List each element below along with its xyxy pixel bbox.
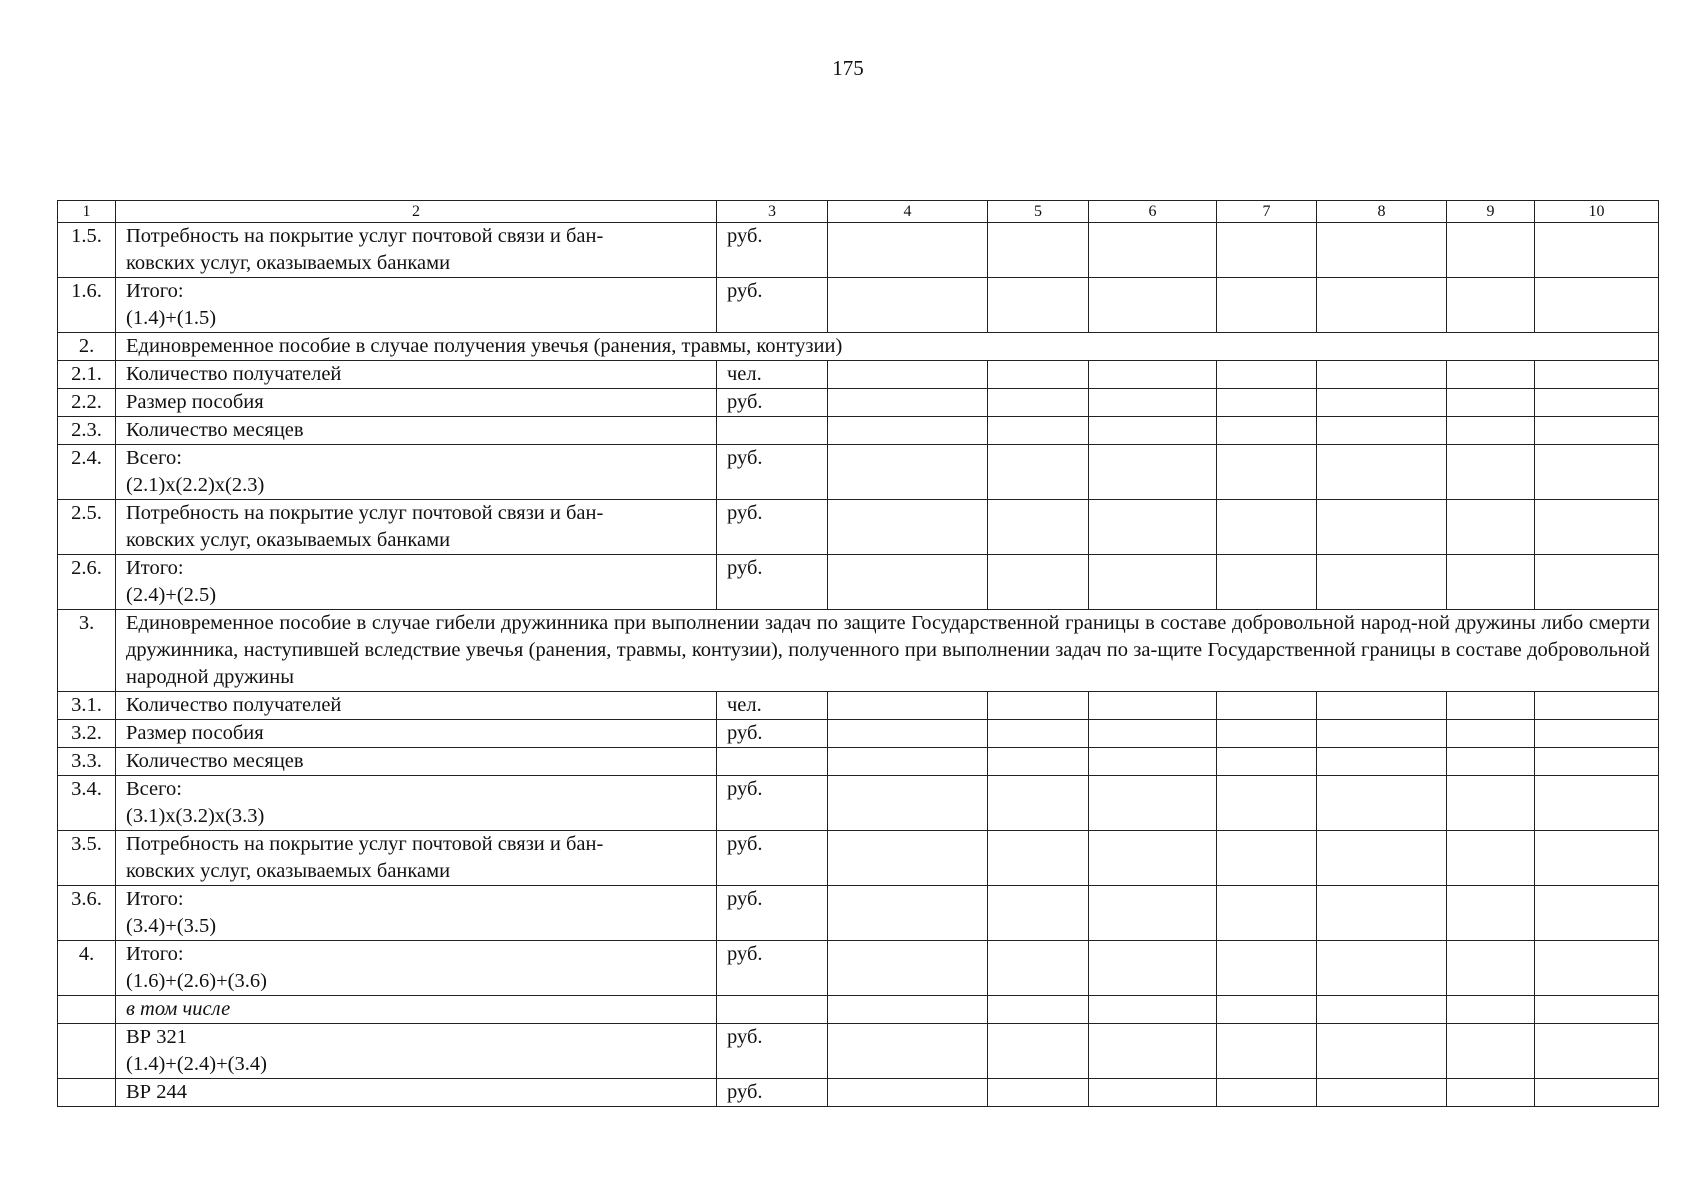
description-line: Итого: [126, 280, 184, 302]
value-cell-col-4 [828, 223, 988, 278]
value-cell-col-5 [988, 389, 1089, 417]
description-line: Потребность на покрытие услуг почтовой связи и бан- [126, 502, 604, 524]
value-cell-col-7 [1217, 941, 1317, 996]
table-row [58, 389, 1659, 417]
unit-cell: руб. [717, 1024, 828, 1079]
unit-cell: чел. [717, 361, 828, 389]
value-cell-col-5 [988, 555, 1089, 610]
value-cell-col-8 [1317, 748, 1447, 776]
value-cell-col-5 [988, 500, 1089, 555]
description-line: Всего: [126, 778, 182, 800]
table-row [58, 692, 1659, 720]
row-description [116, 692, 717, 720]
value-cell-col-5 [988, 223, 1089, 278]
row-description [116, 886, 717, 941]
value-cell-col-4 [828, 500, 988, 555]
table-row [58, 278, 1659, 333]
value-cell-col-4 [828, 941, 988, 996]
row-number: 3.3. [58, 748, 116, 776]
row-number: 3.6. [58, 886, 116, 941]
column-header: 1 [58, 201, 116, 223]
value-cell-col-5 [988, 445, 1089, 500]
table-row [58, 776, 1659, 831]
table-row [58, 500, 1659, 555]
row-description [116, 361, 717, 389]
unit-cell [717, 748, 828, 776]
value-cell-col-10 [1535, 223, 1659, 278]
value-cell-col-6 [1089, 1024, 1217, 1079]
value-cell-col-4 [828, 445, 988, 500]
column-header: 6 [1089, 201, 1217, 223]
description-line: Количество получателей [126, 694, 342, 716]
row-description [116, 996, 717, 1024]
column-header: 5 [988, 201, 1089, 223]
column-header: 2 [116, 201, 717, 223]
value-cell-col-9 [1447, 1079, 1535, 1107]
value-cell-col-8 [1317, 720, 1447, 748]
value-cell-col-4 [828, 692, 988, 720]
value-cell-col-5 [988, 278, 1089, 333]
value-cell-col-9 [1447, 748, 1535, 776]
value-cell-col-8 [1317, 417, 1447, 445]
description-line: ВР 321 [126, 1026, 187, 1048]
value-cell-col-6 [1089, 941, 1217, 996]
table-row [58, 445, 1659, 500]
value-cell-col-9 [1447, 445, 1535, 500]
table-row [58, 886, 1659, 941]
table-row [58, 1024, 1659, 1079]
row-description [116, 445, 717, 500]
value-cell-col-6 [1089, 361, 1217, 389]
value-cell-col-4 [828, 1024, 988, 1079]
value-cell-col-9 [1447, 776, 1535, 831]
row-number: 2.1. [58, 361, 116, 389]
value-cell-col-9 [1447, 555, 1535, 610]
row-number [58, 996, 116, 1024]
row-description [116, 389, 717, 417]
column-header: 9 [1447, 201, 1535, 223]
value-cell-col-9 [1447, 500, 1535, 555]
value-cell-col-6 [1089, 776, 1217, 831]
value-cell-col-5 [988, 886, 1089, 941]
value-cell-col-6 [1089, 278, 1217, 333]
value-cell-col-6 [1089, 223, 1217, 278]
value-cell-col-10 [1535, 1024, 1659, 1079]
value-cell-col-5 [988, 692, 1089, 720]
value-cell-col-5 [988, 1024, 1089, 1079]
description-line: в том числе [126, 998, 231, 1020]
value-cell-col-7 [1217, 748, 1317, 776]
value-cell-col-9 [1447, 996, 1535, 1024]
unit-cell: руб. [717, 776, 828, 831]
section-row [58, 333, 1659, 361]
unit-cell: руб. [717, 941, 828, 996]
value-cell-col-5 [988, 831, 1089, 886]
value-cell-col-6 [1089, 692, 1217, 720]
value-cell-col-9 [1447, 720, 1535, 748]
value-cell-col-9 [1447, 941, 1535, 996]
value-cell-col-7 [1217, 361, 1317, 389]
row-number: 2.4. [58, 445, 116, 500]
value-cell-col-8 [1317, 941, 1447, 996]
row-description [116, 1024, 717, 1079]
description-line: ковских услуг, оказываемых банками [126, 529, 451, 551]
value-cell-col-6 [1089, 389, 1217, 417]
value-cell-col-7 [1217, 831, 1317, 886]
table-row [58, 1079, 1659, 1107]
value-cell-col-5 [988, 941, 1089, 996]
row-number: 2.6. [58, 555, 116, 610]
value-cell-col-10 [1535, 748, 1659, 776]
value-cell-col-6 [1089, 500, 1217, 555]
row-number: 2.5. [58, 500, 116, 555]
value-cell-col-9 [1447, 417, 1535, 445]
value-cell-col-5 [988, 996, 1089, 1024]
value-cell-col-9 [1447, 831, 1535, 886]
value-cell-col-7 [1217, 1079, 1317, 1107]
value-cell-col-6 [1089, 1079, 1217, 1107]
unit-cell: руб. [717, 1079, 828, 1107]
value-cell-col-10 [1535, 278, 1659, 333]
value-cell-col-8 [1317, 555, 1447, 610]
value-cell-col-8 [1317, 1024, 1447, 1079]
value-cell-col-7 [1217, 1024, 1317, 1079]
section-row [58, 610, 1659, 692]
row-description [116, 720, 717, 748]
value-cell-col-7 [1217, 278, 1317, 333]
description-line: ковских услуг, оказываемых банками [126, 252, 451, 274]
row-number: 3.5. [58, 831, 116, 886]
value-cell-col-5 [988, 361, 1089, 389]
row-description [116, 831, 717, 886]
value-cell-col-6 [1089, 417, 1217, 445]
value-cell-col-7 [1217, 720, 1317, 748]
unit-cell: руб. [717, 445, 828, 500]
table-row [58, 417, 1659, 445]
table-row [58, 720, 1659, 748]
description-line: (3.1)x(3.2)x(3.3) [126, 805, 265, 827]
table-row [58, 555, 1659, 610]
description-line: (1.6)+(2.6)+(3.6) [126, 970, 267, 992]
value-cell-col-4 [828, 389, 988, 417]
row-number: 4. [58, 941, 116, 996]
row-number: 2.3. [58, 417, 116, 445]
value-cell-col-4 [828, 748, 988, 776]
description-line: Количество месяцев [126, 750, 304, 772]
budget-table [57, 200, 1659, 1107]
row-number [58, 1079, 116, 1107]
row-description [116, 278, 717, 333]
value-cell-col-5 [988, 417, 1089, 445]
value-cell-col-4 [828, 417, 988, 445]
row-number: 2. [58, 333, 116, 361]
value-cell-col-10 [1535, 692, 1659, 720]
value-cell-col-4 [828, 1079, 988, 1107]
value-cell-col-7 [1217, 692, 1317, 720]
description-line: Количество месяцев [126, 419, 304, 441]
value-cell-col-10 [1535, 996, 1659, 1024]
value-cell-col-6 [1089, 996, 1217, 1024]
table-row [58, 361, 1659, 389]
row-number: 3. [58, 610, 116, 692]
column-header: 3 [717, 201, 828, 223]
row-description [116, 223, 717, 278]
unit-cell [717, 996, 828, 1024]
description-line: Итого: [126, 557, 184, 579]
value-cell-col-7 [1217, 417, 1317, 445]
value-cell-col-6 [1089, 748, 1217, 776]
value-cell-col-8 [1317, 831, 1447, 886]
value-cell-col-4 [828, 361, 988, 389]
row-number: 1.6. [58, 278, 116, 333]
unit-cell [717, 417, 828, 445]
value-cell-col-7 [1217, 500, 1317, 555]
value-cell-col-8 [1317, 389, 1447, 417]
value-cell-col-10 [1535, 361, 1659, 389]
value-cell-col-8 [1317, 692, 1447, 720]
section-title: Единовременное пособие в случае гибели дружинника при выполнении задач по защите Государственной границы в составе добровольной народ-ной дружины либо смерти дружинника, наступившей вследствие увечья (ранения, травмы, контузии), полученного при выполнении задач по за-щите Государственной границы в составе добровольной народной дружины [116, 610, 1659, 692]
row-number [58, 1024, 116, 1079]
description-line: Размер пособия [126, 391, 264, 413]
description-line: Количество получателей [126, 363, 342, 385]
unit-cell: руб. [717, 278, 828, 333]
value-cell-col-4 [828, 555, 988, 610]
row-description [116, 555, 717, 610]
value-cell-col-6 [1089, 831, 1217, 886]
value-cell-col-9 [1447, 1024, 1535, 1079]
description-line: Всего: [126, 447, 182, 469]
value-cell-col-7 [1217, 776, 1317, 831]
section-title: Единовременное пособие в случае получения увечья (ранения, травмы, контузии) [116, 333, 1659, 361]
value-cell-col-8 [1317, 500, 1447, 555]
value-cell-col-8 [1317, 886, 1447, 941]
description-line: Потребность на покрытие услуг почтовой связи и бан- [126, 225, 604, 247]
description-line: Итого: [126, 888, 184, 910]
value-cell-col-5 [988, 1079, 1089, 1107]
row-number: 3.2. [58, 720, 116, 748]
unit-cell: руб. [717, 831, 828, 886]
description-line: (3.4)+(3.5) [126, 915, 217, 937]
table-row [58, 831, 1659, 886]
value-cell-col-4 [828, 996, 988, 1024]
value-cell-col-7 [1217, 886, 1317, 941]
value-cell-col-6 [1089, 720, 1217, 748]
description-line: (2.1)x(2.2)x(2.3) [126, 474, 265, 496]
value-cell-col-9 [1447, 692, 1535, 720]
unit-cell: руб. [717, 886, 828, 941]
value-cell-col-10 [1535, 720, 1659, 748]
unit-cell: руб. [717, 555, 828, 610]
table-row [58, 996, 1659, 1024]
value-cell-col-7 [1217, 555, 1317, 610]
value-cell-col-4 [828, 720, 988, 748]
value-cell-col-10 [1535, 1079, 1659, 1107]
value-cell-col-9 [1447, 361, 1535, 389]
value-cell-col-8 [1317, 996, 1447, 1024]
page-number: 175 [832, 56, 864, 80]
value-cell-col-7 [1217, 996, 1317, 1024]
value-cell-col-7 [1217, 223, 1317, 278]
value-cell-col-10 [1535, 445, 1659, 500]
row-number: 2.2. [58, 389, 116, 417]
value-cell-col-7 [1217, 445, 1317, 500]
unit-cell: руб. [717, 720, 828, 748]
row-number: 1.5. [58, 223, 116, 278]
value-cell-col-9 [1447, 886, 1535, 941]
value-cell-col-6 [1089, 886, 1217, 941]
unit-cell: руб. [717, 389, 828, 417]
value-cell-col-6 [1089, 555, 1217, 610]
value-cell-col-10 [1535, 886, 1659, 941]
description-line: ВР 244 [126, 1081, 187, 1103]
value-cell-col-5 [988, 748, 1089, 776]
description-line: (1.4)+(1.5) [126, 307, 217, 329]
row-description [116, 417, 717, 445]
row-description [116, 776, 717, 831]
value-cell-col-8 [1317, 1079, 1447, 1107]
row-description [116, 500, 717, 555]
value-cell-col-5 [988, 720, 1089, 748]
unit-cell: чел. [717, 692, 828, 720]
unit-cell: руб. [717, 500, 828, 555]
description-line: (2.4)+(2.5) [126, 584, 217, 606]
row-number: 3.4. [58, 776, 116, 831]
value-cell-col-5 [988, 776, 1089, 831]
description-line: Размер пособия [126, 722, 264, 744]
row-description [116, 941, 717, 996]
table-row [58, 941, 1659, 996]
table-row [58, 748, 1659, 776]
column-header: 8 [1317, 201, 1447, 223]
value-cell-col-8 [1317, 361, 1447, 389]
column-header: 4 [828, 201, 988, 223]
row-description [116, 748, 717, 776]
value-cell-col-8 [1317, 445, 1447, 500]
description-line: (1.4)+(2.4)+(3.4) [126, 1053, 267, 1075]
value-cell-col-8 [1317, 278, 1447, 333]
value-cell-col-7 [1217, 389, 1317, 417]
description-line: ковских услуг, оказываемых банками [126, 860, 451, 882]
value-cell-col-9 [1447, 389, 1535, 417]
value-cell-col-10 [1535, 389, 1659, 417]
value-cell-col-8 [1317, 223, 1447, 278]
value-cell-col-10 [1535, 941, 1659, 996]
value-cell-col-6 [1089, 445, 1217, 500]
column-header: 10 [1535, 201, 1659, 223]
value-cell-col-4 [828, 776, 988, 831]
value-cell-col-10 [1535, 417, 1659, 445]
value-cell-col-8 [1317, 776, 1447, 831]
value-cell-col-10 [1535, 831, 1659, 886]
value-cell-col-10 [1535, 500, 1659, 555]
row-number: 3.1. [58, 692, 116, 720]
value-cell-col-4 [828, 278, 988, 333]
description-line: Итого: [126, 943, 184, 965]
value-cell-col-4 [828, 831, 988, 886]
value-cell-col-9 [1447, 278, 1535, 333]
row-description [116, 1079, 717, 1107]
value-cell-col-10 [1535, 555, 1659, 610]
value-cell-col-10 [1535, 776, 1659, 831]
table-body [58, 201, 1659, 1107]
column-header: 7 [1217, 201, 1317, 223]
description-line: Потребность на покрытие услуг почтовой связи и бан- [126, 833, 604, 855]
table-row [58, 223, 1659, 278]
value-cell-col-9 [1447, 223, 1535, 278]
value-cell-col-4 [828, 886, 988, 941]
column-header-row [58, 201, 1659, 223]
unit-cell: руб. [717, 223, 828, 278]
